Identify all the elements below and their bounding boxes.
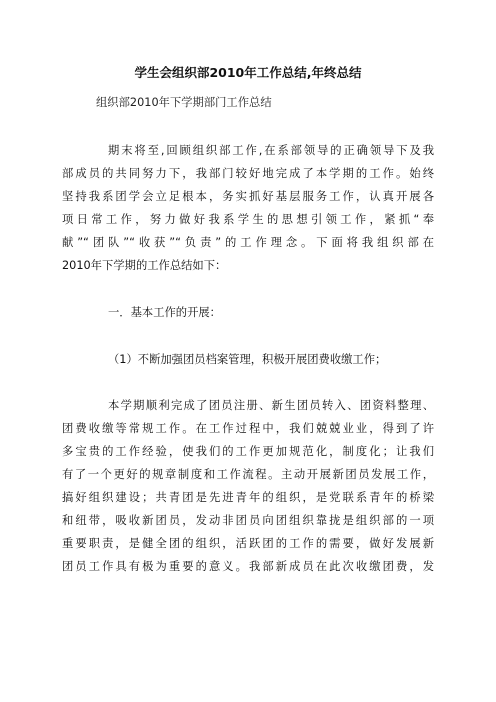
paragraph-line: 团费收缴等常规工作。在工作过程中，我们兢兢业业，得到了许 (62, 422, 434, 435)
section-heading: 一．基本工作的开展： (108, 306, 221, 319)
paragraph-line: 部成员的共同努力下，我部门较好地完成了本学期的工作。始终 (62, 167, 434, 180)
paragraph-line: 期末将至,回顾组织部工作,在系部领导的正确领导下及我 (108, 144, 434, 157)
paragraph-line: 和纽带，吸收新团员，发动非团员向团组织靠拢是组织部的一项 (62, 514, 434, 527)
paragraph-line: 本学期顺利完成了团员注册、新生团员转入、团资料整理、 (108, 399, 434, 412)
paragraph-line: 团员工作具有极为重要的意义。我部新成员在此次收缴团费，发 (62, 560, 434, 573)
paragraph-line: 搞好组织建设；共青团是先进青年的组织，是党联系青年的桥梁 (62, 491, 434, 504)
paragraph-line: 献”“团队”“收获”“负责”的工作理念。下面将我组织部在 (62, 236, 434, 249)
paragraph-line: 项日常工作，努力做好我系学生的思想引领工作，紧抓“奉 (62, 213, 434, 226)
paragraph-line: 有了一个更好的规章制度和工作流程。主动开展新团员发展工作， (62, 468, 434, 481)
document-subtitle: 组织部2010年下学期部门工作总结 (96, 96, 272, 109)
paragraph-line: 2010年下学期的工作总结如下： (62, 259, 227, 272)
paragraph-line: 坚持我系团学会立足根本，务实抓好基层服务工作，认真开展各 (62, 190, 434, 203)
document-title: 学生会组织部2010年工作总结,年终总结 (134, 65, 362, 80)
paragraph-line: 重要职责，是健全团的组织，活跃团的工作的需要，做好发展新 (62, 537, 434, 550)
paragraph-line: 多宝贵的工作经验，使我们的工作更加规范化，制度化；让我们 (62, 445, 434, 458)
list-item: （1）不断加强团员档案管理，积极开展团费收缴工作； (108, 353, 387, 366)
